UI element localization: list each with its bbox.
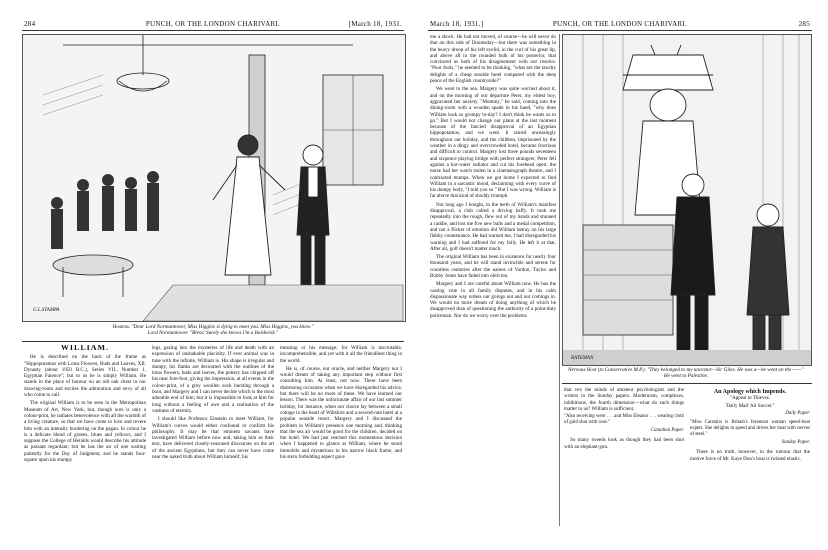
right-page: [428, 18, 812, 526]
right-running-title: PUNCH, OR THE LONDON CHARIVARI.: [552, 20, 688, 28]
rcol2-end: So many tweeds look as though they had been shot with an elephant-gun.: [564, 437, 684, 450]
right-section-rule: [562, 383, 812, 384]
right-column-2: [564, 387, 684, 525]
quote-canadian-source: Canadian Paper.: [650, 428, 684, 434]
bateman-illustration: [563, 35, 811, 365]
william-article: [24, 345, 402, 525]
col3-para-2: He is, of course, our oracle, and neither Margery nor I would dream of taking any important step without first consulting him. At least, not now. There have been distressing occasions when we have disregarded his advice, but there will be no more of these. We have learned our lesson. There was the unfortunate affair of our last summer holiday, for instance, when our choice lay between a small cottage in the heart of Wiltshire and a second-rate hotel at a popular seaside resort. Margery and I discussed the problem in William's presence one morning and, thinking that the sea air would be good for the children, decided on the hotel. We had just reached this momentous decision when I happened to glance at William, where he stood immobile and mysterious in his narrow black frame, and his stern forbidding aspect gave: [280, 365, 402, 461]
col1-para-1: He is described on the back of the frame as "Hippopotamus with Lotus Flowers, Buds and Leaves, XII. Dynasty (about 1950 B.C.), Series VII., Number 1, Egyptian Faience"; but to us he is simply William. He stands in the place of honour on an old oak chest in our drawing-room and excites the admiration and envy of all who come to call.: [24, 354, 146, 399]
quote-carstairs: "Miss Carstairs is Britain's foremost woman speed-boat expert. She delights in speed and drives her boat with nerves of steel.": [690, 420, 810, 438]
william-column-3: [280, 345, 402, 525]
right-column-divider: [559, 34, 560, 526]
rcol1-para-1: me a shock. He had not moved, of course—he will never do that on this side of Doomsday—but there was something in the heavy droop of his left eyelid, in the curl of his great lip, and above all in the rounded bulk of his posterior, that convinced us both of his disagreement with our resolve. "Poor fools," he seemed to be thinking, "what are the tawdry delights of a cheap seaside hotel compared with the deep peace of the English countryside?": [430, 34, 556, 85]
right-caption-line-2: He went to Palestine.: [663, 373, 709, 380]
left-caption-line-2: Lord Normantower. "Bless! Surely she knows I'm a Bolshevik.": [147, 330, 279, 337]
ancestor-armour-cartoon: [562, 34, 812, 366]
left-running-title: PUNCH, OR THE LONDON CHARIVARI.: [145, 20, 281, 28]
left-cartoon-signature: G.L.STAMPA: [33, 308, 60, 313]
william-column-1: [24, 345, 146, 525]
col1-para-2: The original William is to be seen in the Metropolitan Museum of Art, New York, but, though ours is only a colour-print, he radiates benevolence with all the warmth of a living creature, so that we have come to love and revere him with an intensity bordering on the pagan. In colour he is a delicate blend of greens, blues and yellows, and I suppose the College of Heralds would describe his attitude as passant regardant; but he has the air of one waiting patiently for the Day of Judgment, and he stands four-square upon his stumpy: [24, 400, 146, 464]
rcol3-end: There is no truth, however, in the rumour that the motive force of Mr. Kaye Don's boat is twisted elastic.: [690, 449, 810, 462]
william-title: WILLIAM.: [60, 345, 110, 352]
apology-sub-1: "Appeal to Thieves.: [730, 396, 770, 402]
right-page-date: March 18, 1931.]: [430, 20, 484, 28]
right-cartoon-signature: BATEMAN: [571, 356, 594, 361]
col3-para-1: meaning or his message; for William is inscrutable, incomprehensible, and yet with it all the friendliest thing in the world.: [280, 345, 402, 364]
col2-para-1: legs, gazing into the mysteries of life and death with an expression of unshakable placidity. If ever animal was in tune with the infinite, William is. His shape is irregular and dumpy, his flanks are decorated with the outlines of the lotus flowers, buds and leaves, the pottery has chipped off his near fore-foot, giving the impression, at all events in the colour-print, of a grey woollen sock bursting through a boot, and Margery and I can never decide which is the most adorable end of him; but it is impossible to look at him for long without a feeling of awe and a realisation of the vastness of eternity.: [152, 345, 274, 414]
left-page-date: [March 18, 1931.: [348, 20, 402, 28]
rcol1-para-5: Margery and I are careful about William now. He has the casting vote in all family disputes, and in his calm dispassionate way orders our goings out and our comings in. We would no more dream of doing anything of which he disapproved than of questioning the authority of a point-duty policeman. Nor do we worry over the problems: [430, 281, 556, 319]
right-page-number: 285: [798, 20, 810, 28]
right-caption-line-1: Nervous Host (to Conservative M.P.). "They belonged to my ancestor—Sir Giles. He was a—he went on the ——": [568, 367, 804, 373]
cartoon-illustration: [23, 35, 405, 321]
rcol2-para-1: that vex the minds of amateur psychologists and the writers in the Sunday papers. Modernism, complexes, inhibitions, the fourth dimension—what do such things matter to us? William is sufficient.: [564, 387, 684, 412]
right-lower-columns: [564, 387, 810, 525]
rcol1-para-2: We went to the sea. Margery was quite worried about it, and on the morning of our departure Peter, my eldest boy, aggravated her anxiety. "Mummy," he said, coming into the dining-room with a wooden spade in his hand, "why does William look so grumpy to-day? I don't think he wants us to go." But I would not change our plans at the last moment because of the fancied disapproval of an Egyptian hippopotamus, and we went. It rained unceasingly throughout our holiday, and the children, imprisoned by the weather in a dingy and overcrowded hotel, became fractious and difficult to control. Margery lost three pounds seventeen and sixpence playing bridge with perfect strangers; Peter fell against a hot-water radiator and cut his forehead open; the nurse had her watch stolen in a cinematograph theatre, and I contracted mumps. When we got home I expected to find William in a sarcastic mood, declaiming with every curve of his dumpy body, "I told you so." But I was wrong. William is far above that kind of shoddy triumph.: [430, 86, 556, 200]
col2-para-2: I should like Professor Einstein to meet William, for William's curves would either confound or confirm his philosophy. It may be that eminent savants have investigated William before now and, taking him as their text, have delivered closely-reasoned discourses on the art of the ancient Egyptians, but they can never have come near the naked truth about William himself, his: [152, 416, 274, 461]
apology-sub-2: 'Daily Mail' Air Soccer.": [725, 403, 775, 409]
quote-canadian: "Also receiving were . . . and Miss Eleanor . . . wearing cloth of gold shot with rose.": [564, 414, 684, 426]
right-column-1: [430, 34, 556, 364]
left-page: [22, 18, 404, 526]
right-col1-bottom: [430, 368, 556, 524]
apology-source: Daily Paper.: [785, 410, 810, 416]
right-column-1-bottom: [430, 368, 556, 524]
right-cartoon-caption: [562, 367, 810, 380]
right-column-3: [690, 387, 810, 525]
quote-carstairs-source: Sunday Paper.: [781, 440, 810, 446]
left-page-header: [22, 18, 404, 31]
left-section-rule: [22, 341, 404, 342]
left-cartoon-caption: [32, 324, 394, 337]
apology-title: An Apology which Impends.: [713, 389, 787, 395]
left-page-number: 284: [24, 20, 36, 28]
william-column-2: [152, 345, 274, 525]
left-caption-line-1: Hostess. "Dear Lord Normantower, Miss Higgins is dying to meet you. Miss Higgins, you know.": [112, 324, 314, 330]
right-page-header: [428, 18, 812, 31]
william-continued: [430, 34, 556, 364]
drawing-room-cartoon: [22, 34, 406, 322]
rcol1-para-4: The original William has been in existence for nearly four thousand years, and he will stand invincible and serene for countless centuries after the names of Vardon, Taylor and Bobby Jones have faded into oblivion.: [430, 254, 556, 279]
rcol1-para-3: Not long ago I bought, in the teeth of William's manifest disapproval, a club called a driving baffy. It took me repeatedly into the rough, flew out of my hands and stunned a caddie, and lost me five new balls and a medal competition, and not a flicker of emotion did William betray on his large flabby countenance. He had warned me, I had disregarded his warning and I had suffered for my folly. He left it at that. After all, golf doesn't matter much.: [430, 201, 556, 252]
